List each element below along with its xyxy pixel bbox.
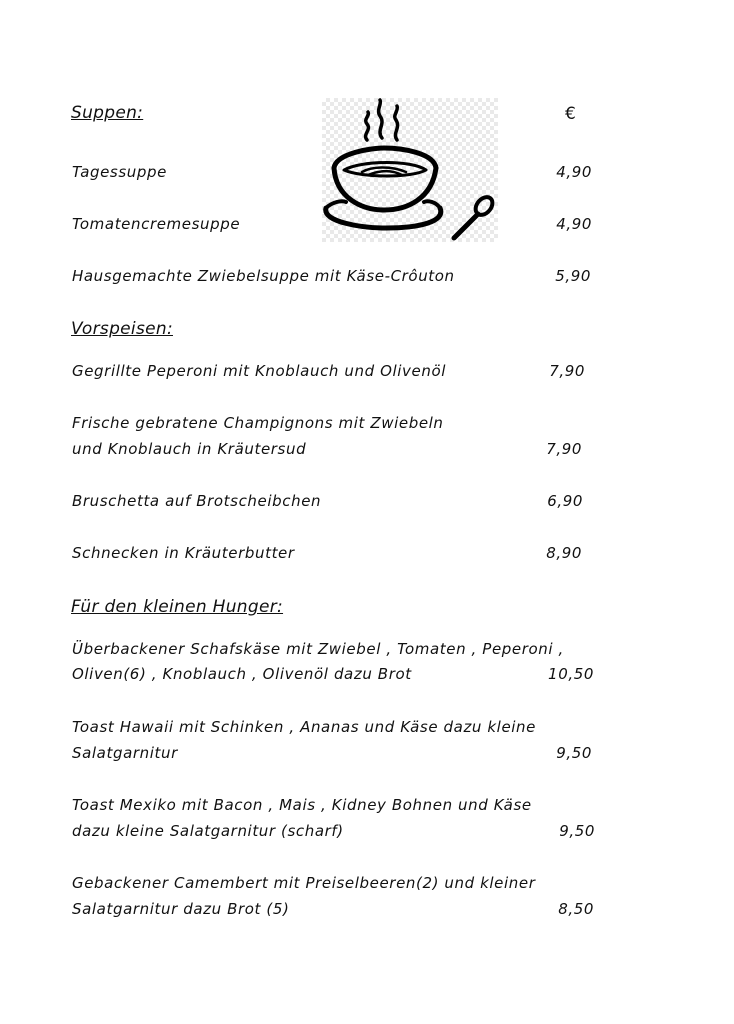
menu-item-name-line2: dazu kleine Salatgarnitur (scharf) bbox=[72, 822, 344, 840]
menu-item-name-line2: und Knoblauch in Kräutersud bbox=[72, 440, 307, 458]
menu-item-price: 8,90 bbox=[546, 544, 582, 562]
menu-item-price: 8,50 bbox=[558, 900, 594, 918]
menu-item-name: Hausgemachte Zwiebelsuppe mit Käse-Crôuton bbox=[72, 267, 455, 285]
section-heading-suppen: Suppen: bbox=[71, 103, 144, 123]
menu-item-name: Tagessuppe bbox=[72, 163, 167, 181]
menu-item-name-line2: Oliven(6) , Knoblauch , Olivenöl dazu Brot bbox=[72, 665, 412, 683]
menu-item-name: Gegrillte Peperoni mit Knoblauch und Olivenöl bbox=[72, 362, 446, 380]
menu-item-name: Gebackener Camembert mit Preiselbeeren(2) und kleiner bbox=[72, 874, 536, 892]
menu-item-name: Schnecken in Kräuterbutter bbox=[72, 544, 295, 562]
soup-bowl-illustration bbox=[322, 98, 498, 242]
section-heading-vorspeisen: Vorspeisen: bbox=[71, 319, 173, 339]
menu-item-price: 4,90 bbox=[556, 163, 592, 181]
menu-item-name: Toast Hawaii mit Schinken , Ananas und Käse dazu kleine bbox=[72, 718, 536, 736]
menu-item-name: Überbackener Schafskäse mit Zwiebel , Tomaten , Peperoni , bbox=[72, 640, 564, 658]
menu-item-price: 10,50 bbox=[548, 665, 594, 683]
menu-item-name: Toast Mexiko mit Bacon , Mais , Kidney Bohnen und Käse bbox=[72, 796, 532, 814]
menu-item-name: Tomatencremesuppe bbox=[72, 215, 241, 233]
menu-item-price: 4,90 bbox=[556, 215, 592, 233]
section-heading-kleiner-hunger: Für den kleinen Hunger: bbox=[71, 597, 284, 617]
menu-item-price: 7,90 bbox=[546, 440, 582, 458]
menu-item-name: Frische gebratene Champignons mit Zwiebeln bbox=[72, 414, 444, 432]
currency-label: € bbox=[565, 104, 577, 124]
menu-item-price: 6,90 bbox=[547, 492, 583, 510]
menu-item-price: 7,90 bbox=[549, 362, 585, 380]
menu-item-name-line2: Salatgarnitur dazu Brot (5) bbox=[72, 900, 290, 918]
menu-item-price: 5,90 bbox=[555, 267, 591, 285]
soup-bowl-icon bbox=[322, 98, 498, 242]
menu-item-price: 9,50 bbox=[559, 822, 595, 840]
menu-item-name-line2: Salatgarnitur bbox=[72, 744, 178, 762]
menu-item-price: 9,50 bbox=[556, 744, 592, 762]
menu-item-name: Bruschetta auf Brotscheibchen bbox=[72, 492, 322, 510]
